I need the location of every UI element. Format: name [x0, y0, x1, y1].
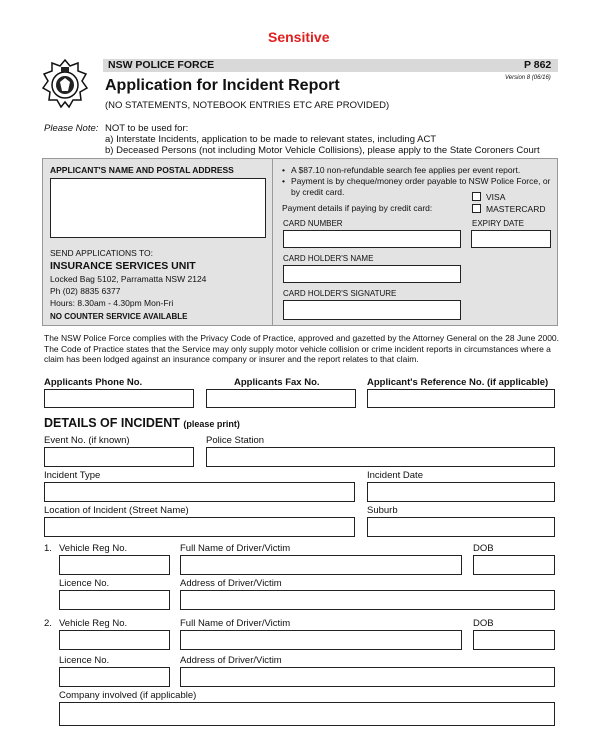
vehicle2-address-input[interactable] — [180, 667, 555, 687]
holder-signature-input[interactable] — [283, 300, 461, 320]
vehicle1-driver-label: Full Name of Driver/Victim — [180, 543, 291, 554]
form-code: P 862 — [524, 59, 552, 71]
incident-type-label: Incident Type — [44, 470, 101, 481]
applicant-reference-label: Applicant's Reference No. (if applicable) — [367, 377, 549, 388]
vehicle1-reg-input[interactable] — [59, 555, 170, 575]
vehicle1-address-label: Address of Driver/Victim — [180, 578, 282, 589]
form-version: Version 8 (06/16) — [505, 75, 551, 81]
expiry-input[interactable] — [471, 230, 551, 248]
vehicle2-reg-label: Vehicle Reg No. — [59, 618, 128, 629]
vehicle2-licence-label: Licence No. — [59, 655, 110, 666]
applicant-phone-input[interactable] — [44, 389, 194, 408]
vehicle1-driver-input[interactable] — [180, 555, 462, 575]
org-name: NSW POLICE FORCE — [108, 59, 215, 71]
event-no-input[interactable] — [44, 447, 194, 467]
applicant-reference-input[interactable] — [367, 389, 555, 408]
incident-type-input[interactable] — [44, 482, 355, 502]
vehicle2-dob-label: DOB — [473, 618, 494, 629]
vehicle2-driver-input[interactable] — [180, 630, 462, 650]
vehicle1-licence-input[interactable] — [59, 590, 170, 610]
police-station-label: Police Station — [206, 435, 265, 446]
no-counter-service: NO COUNTER SERVICE AVAILABLE — [50, 312, 188, 321]
company-input[interactable] — [59, 702, 555, 726]
mastercard-label: MASTERCARD — [486, 204, 546, 214]
form-title: Application for Incident Report — [105, 77, 340, 94]
applicant-address-input[interactable] — [50, 178, 266, 238]
send-applications-label: SEND APPLICATIONS TO: — [50, 248, 153, 258]
vehicle1-dob-input[interactable] — [473, 555, 555, 575]
vehicle1-reg-label: Vehicle Reg No. — [59, 543, 128, 554]
vehicle1-licence-label: Licence No. — [59, 578, 110, 589]
vehicle2-number: 2. — [44, 618, 52, 629]
vehicle2-driver-label: Full Name of Driver/Victim — [180, 618, 291, 629]
applicant-fax-label: Applicants Fax No. — [234, 377, 320, 388]
suburb-input[interactable] — [367, 517, 555, 537]
expiry-label: EXPIRY DATE — [472, 219, 525, 228]
incident-date-label: Incident Date — [367, 470, 423, 481]
holder-name-input[interactable] — [283, 265, 461, 283]
please-note-line1: NOT to be used for: — [105, 123, 189, 134]
fee-bullet: • A $87.10 non-refundable search fee applies per event report. — [282, 165, 552, 176]
applicant-fax-input[interactable] — [206, 389, 356, 408]
vehicle2-dob-input[interactable] — [473, 630, 555, 650]
unit-hours: Hours: 8.30am - 4.30pm Mon-Fri — [50, 298, 174, 308]
location-label: Location of Incident (Street Name) — [44, 505, 189, 516]
unit-name: INSURANCE SERVICES UNIT — [50, 260, 196, 272]
unit-address: Locked Bag 5102, Parramatta NSW 2124 — [50, 274, 207, 284]
incident-heading — [44, 416, 240, 430]
form-subtitle: (NO STATEMENTS, NOTEBOOK ENTRIES ETC ARE PROVIDED) — [105, 100, 390, 111]
privacy-statement: The NSW Police Force complies with the Privacy Code of Practice, approved and gazetted by the Attorney General on the 28 June 2000. The Code of Practice states that the Service may only supply motor vehicle collision or crime incident reports in circumstances where a claim has been lodged against an insurance company or insurer and the report relates to that claim. — [44, 333, 560, 364]
event-no-label: Event No. (if known) — [44, 435, 130, 446]
police-crest-logo — [40, 58, 90, 110]
applicant-heading: APPLICANT'S NAME AND POSTAL ADDRESS — [50, 165, 234, 175]
mastercard-checkbox[interactable] — [472, 204, 481, 213]
vehicle2-address-label: Address of Driver/Victim — [180, 655, 282, 666]
please-note-line3: b) Deceased Persons (not including Motor Vehicle Collisions), please apply to the State Coroners Court — [105, 145, 540, 156]
vehicle1-address-input[interactable] — [180, 590, 555, 610]
incident-heading-note: (please print) — [183, 419, 240, 429]
vehicle2-reg-input[interactable] — [59, 630, 170, 650]
section-divider — [272, 158, 273, 326]
applicant-phone-label: Applicants Phone No. — [44, 377, 143, 388]
unit-phone: Ph (02) 8835 6377 — [50, 286, 121, 296]
payment-bullets — [282, 165, 552, 198]
incident-date-input[interactable] — [367, 482, 555, 502]
cc-label: Payment details if paying by credit card: — [282, 203, 433, 213]
holder-name-label: CARD HOLDER'S NAME — [283, 254, 374, 263]
company-label: Company involved (if applicable) — [59, 690, 197, 701]
vehicle2-licence-input[interactable] — [59, 667, 170, 687]
please-note-line2: a) Interstate Incidents, application to be made to relevant states, including ACT — [105, 134, 437, 145]
visa-label: VISA — [486, 192, 506, 202]
incident-heading-text: DETAILS OF INCIDENT — [44, 416, 180, 430]
visa-checkbox[interactable] — [472, 192, 481, 201]
sensitive-label: Sensitive — [268, 29, 330, 45]
card-number-input[interactable] — [283, 230, 461, 248]
suburb-label: Suburb — [367, 505, 398, 516]
payment-method-bullet: • Payment is by cheque/money order payable to NSW Police Force, or by credit card. — [282, 176, 552, 198]
location-input[interactable] — [44, 517, 355, 537]
vehicle1-dob-label: DOB — [473, 543, 494, 554]
vehicle1-number: 1. — [44, 543, 52, 554]
police-station-input[interactable] — [206, 447, 555, 467]
holder-signature-label: CARD HOLDER'S SIGNATURE — [283, 289, 397, 298]
card-number-label: CARD NUMBER — [283, 219, 343, 228]
please-note-label: Please Note: — [44, 123, 99, 134]
